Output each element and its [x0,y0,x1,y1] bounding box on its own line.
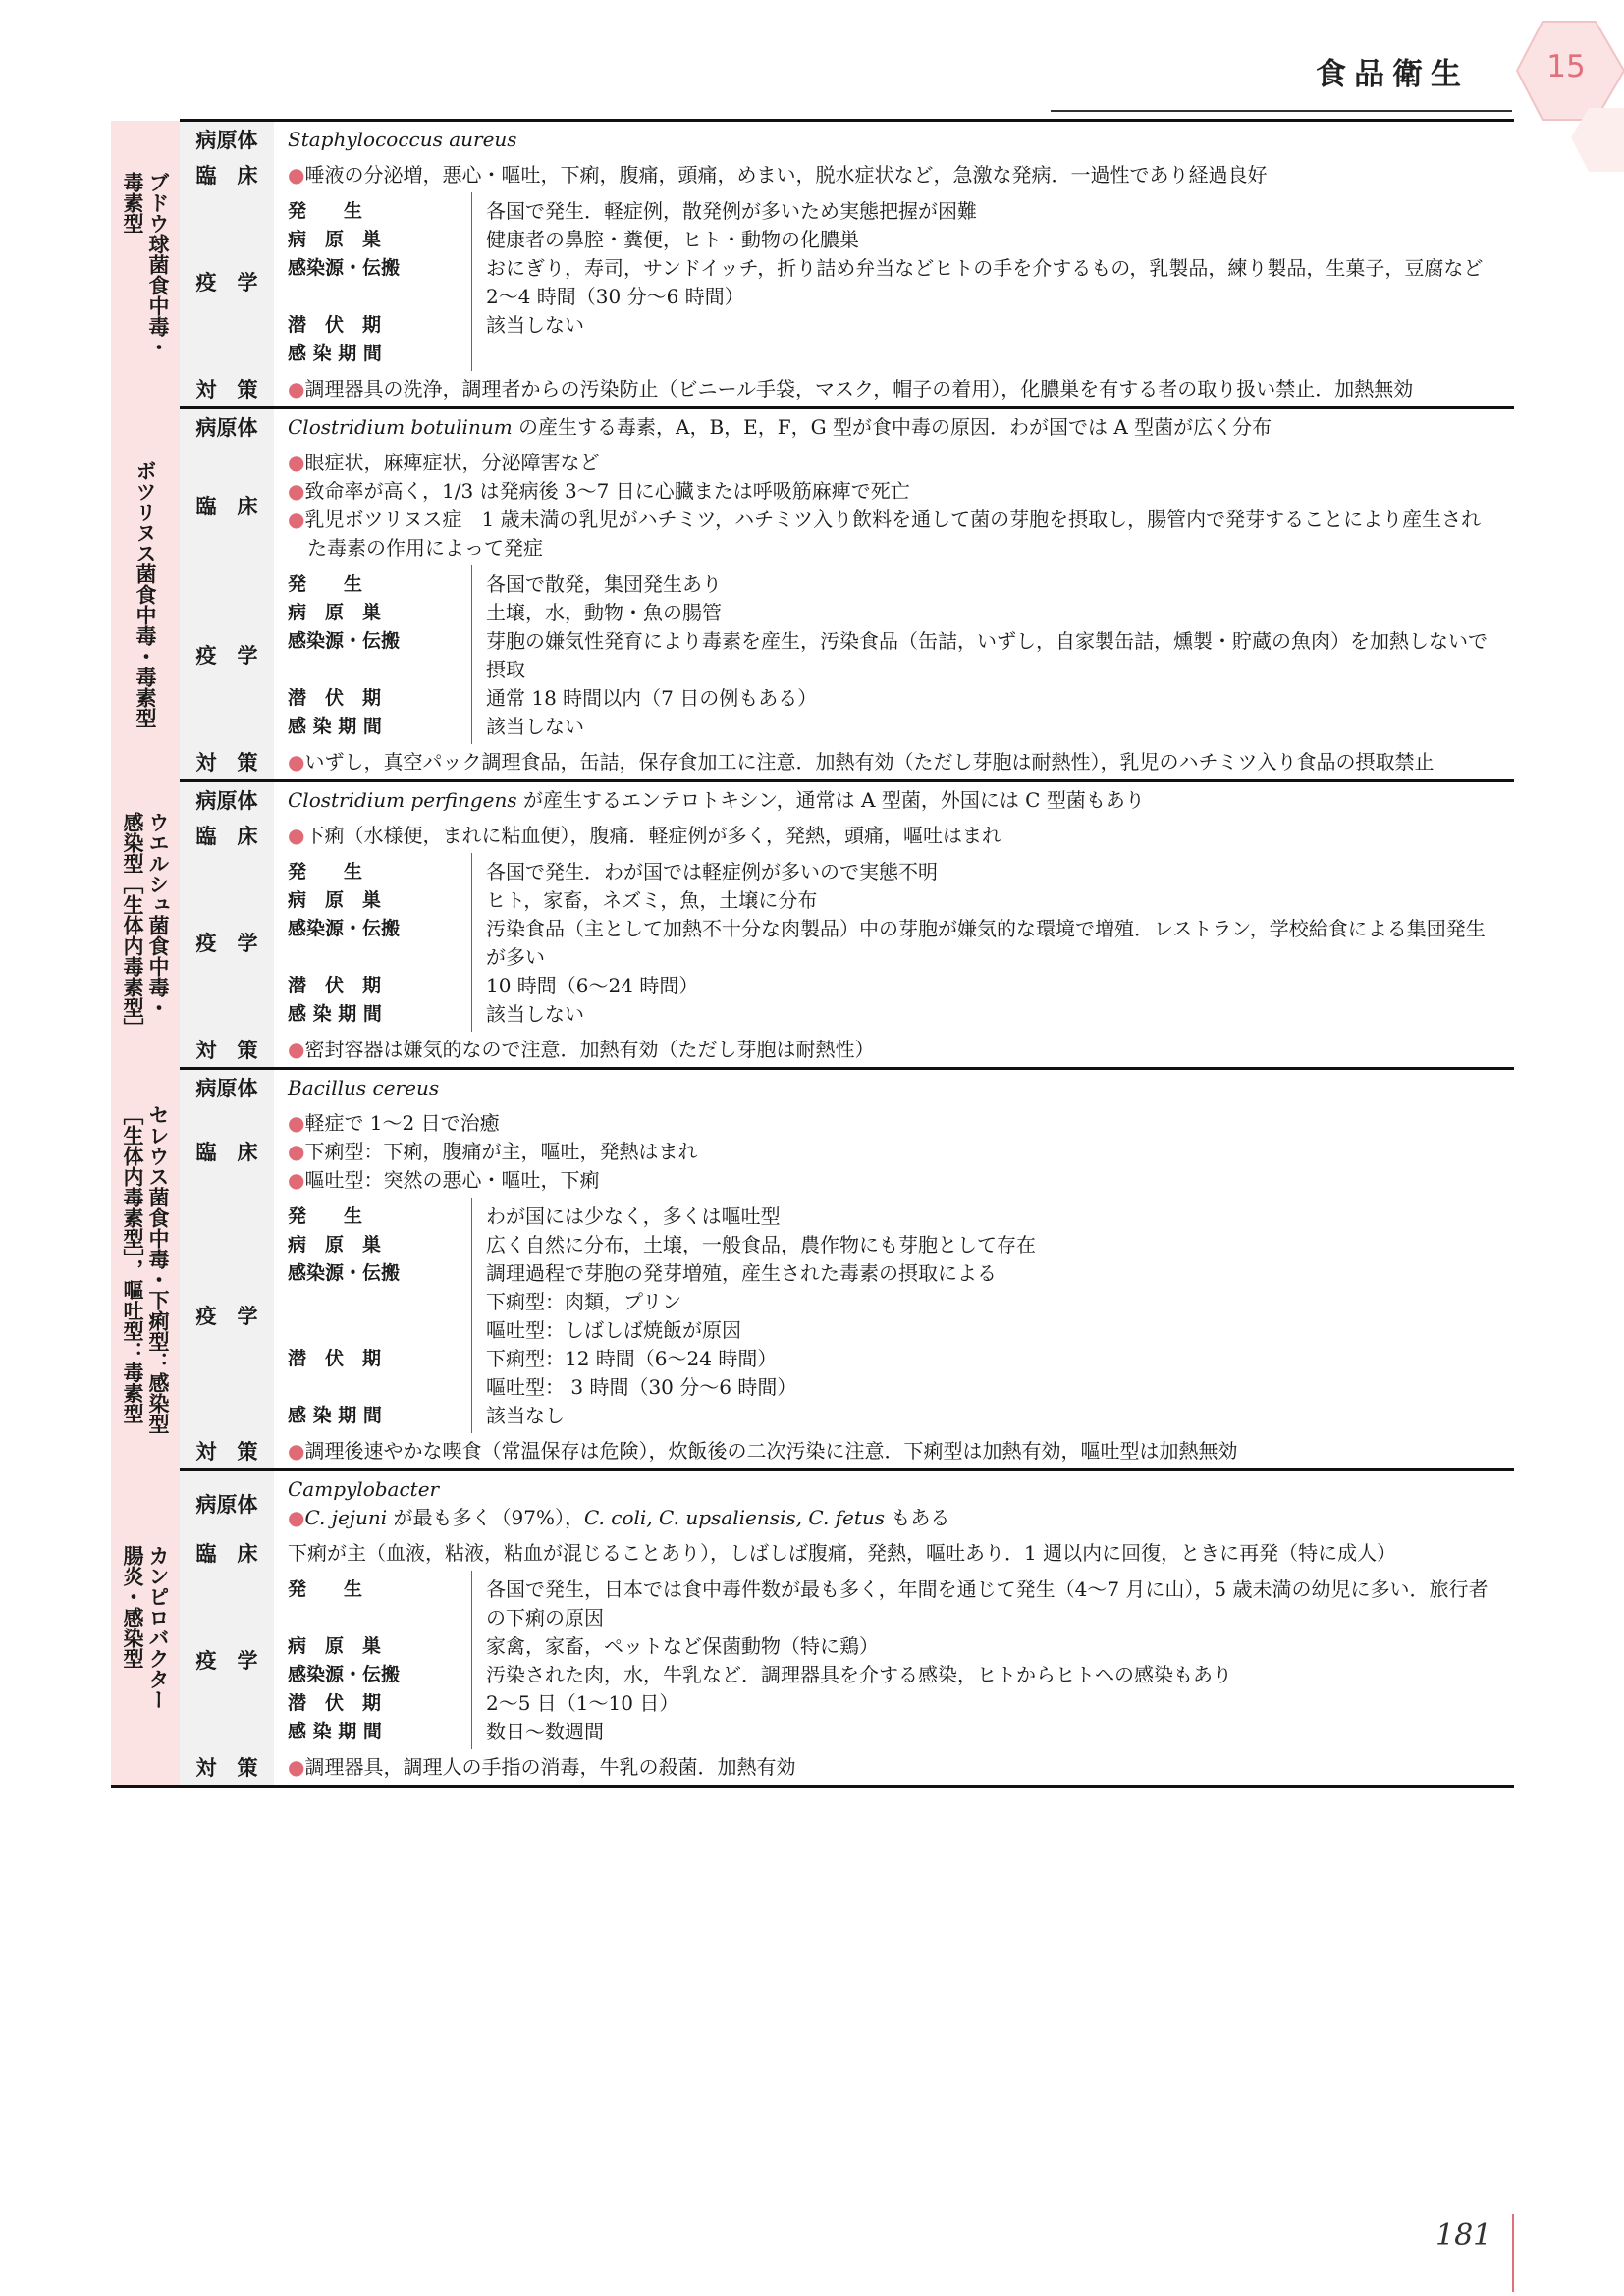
measures-cell: ●調理器具，調理人の手指の消毒，牛乳の殺菌．加熱有効 [274,1749,1514,1787]
row-label: 対 策 [180,744,274,781]
category-cell [111,121,180,408]
row-label: 病原体 [180,408,274,446]
row-label: 臨 床 [180,818,274,853]
table-row [111,408,1514,446]
table-row [111,853,1514,1032]
table-row [111,445,1514,565]
table-row [111,1032,1514,1069]
page-number-rule [1512,2214,1514,2292]
table-row [111,781,1514,819]
category-label: ブドウ球菌食中毒・ 毒素型 [121,171,170,357]
pathogen-cell: Clostridium botulinum の産生する毒素，A，B，E，F，G 型が食中毒の原因．わが国では A 型菌が広く分布 [274,408,1514,446]
clinical-cell: ●軽症で 1～2 日で治癒 ●下痢型：下痢，腹痛が主，嘔吐，発熱はまれ ●嘔吐型：突然の悪心・嘔吐，下痢 [288,1111,698,1192]
epidemiology-cell: 発 生 病 原 巣 感染源・伝搬 潜 伏 期 感 染 期 間 わが国には少なく，多くは嘔吐型 広く自然に分布，土壌，一般食品，農作物にも芽胞として存在 調理過程で芽胞の発芽増殖，産生された毒素の摂取による 下痢型：肉類，プリン 嘔吐型：しばしば焼飯が原因 下痢型：12 時間（6～24 時間） 嘔吐型： 3 時間（30 分～6 時間） 該当なし [274,1198,1514,1433]
row-label: 対 策 [180,1433,274,1470]
category-label: セレウス菌食中毒・下痢型：感染型 ［生体内毒素型］，嘔吐型：毒素型 [121,1104,170,1434]
table-row [111,818,1514,853]
chapter-number: 15 [1546,49,1586,84]
epidemiology-cell: 発 生 病 原 巣 感染源・伝搬 潜 伏 期 感 染 期 間 各国で発生．軽症例，散発例が多いため実態把握が困難 健康者の鼻腔・糞便，ヒト・動物の化膿巣 おにぎり，寿司，サンドイッチ，折り詰め弁当などヒトの手を介するもの，乳製品，練り製品，生菓子，豆腐など 2～4 時間（30 分～6 時間） 該当しない [274,192,1514,371]
category-label: カンピロバクター 腸炎・感染型 [121,1544,170,1710]
food-poisoning-table [111,119,1514,1788]
table-row [111,371,1514,408]
page-number: 181 [1435,2218,1492,2253]
pathogen-cell: Campylobacter ●C. jejuni が最も多く（97%），C. coli, C. upsaliensis, C. fetus もある [274,1470,1514,1536]
clinical-cell: ●唾液の分泌増，悪心・嘔吐，下痢，腹痛，頭痛，めまい，脱水症状など，急激な発病．一過性であり経過良好 [288,163,1268,187]
epidemiology-cell: 発 生 病 原 巣 感染源・伝搬 潜 伏 期 感 染 期 間 各国で散発，集団発生あり 土壌，水，動物・魚の腸管 芽胞の嫌気性発育により毒素を産生，汚染食品（缶詰，いずし，自家製缶詰，燻製・貯蔵の魚肉）を加熱しないで摂取 通常 18 時間以内（7 日の例もある） 該当しない [274,565,1514,744]
table-row [111,121,1514,158]
category-cell [111,408,180,781]
pathogen-cell: Bacillus cereus [274,1069,1514,1106]
section-title: 食品衛生 [1316,57,1469,92]
row-label: 対 策 [180,371,274,408]
table-row [111,744,1514,781]
row-label: 疫 学 [180,192,274,371]
row-label: 臨 床 [180,1105,274,1198]
category-cell [111,1470,180,1787]
row-label: 対 策 [180,1749,274,1787]
table-row [111,1535,1514,1571]
clinical-cell: 下痢が主（血液，粘液，粘血が混じることあり），しばしば腹痛，発熱，嘔吐あり．1 週以内に回復，ときに再発（特に成人） [288,1541,1397,1565]
category-label: ウエルシュ菌食中毒・ 感染型［生体内毒素型］ [121,811,170,1039]
epidemiology-cell: 発 生 病 原 巣 感染源・伝搬 潜 伏 期 感 染 期 間 各国で発生，日本では食中毒件数が最も多く，年間を通じて発生（4～7 月に山），5 歳未満の幼児に多い．旅行者の下痢の原因 家禽，家畜，ペットなど保菌動物（特に鶏） 汚染された肉，水，牛乳など．調理器具を介する感染，ヒトからヒトへの感染もあり 2～5 日（1～10 日） 数日～数週間 [274,1571,1514,1749]
table-row [111,1571,1514,1749]
table-row [111,192,1514,371]
pathogen-cell: Clostridium perfingens が産生するエンテロトキシン，通常は A 型菌，外国には C 型菌もあり [274,781,1514,819]
table-row [111,1749,1514,1787]
measures-cell: ●密封容器は嫌気的なので注意．加熱有効（ただし芽胞は耐熱性） [288,1038,875,1061]
row-label: 病原体 [180,121,274,158]
measures-cell: ●調理器具の洗浄，調理者からの汚染防止（ビニール手袋，マスク，帽子の着用），化膿巣を有する者の取り扱い禁止．加熱無効 [288,377,1414,400]
measures-cell: ●いずし，真空パック調理食品，缶詰，保存食加工に注意．加熱有効（ただし芽胞は耐熱性），乳児のハチミツ入り食品の摂取禁止 [288,750,1435,774]
clinical-cell: ●下痢（水様便，まれに粘血便），腹痛．軽症例が多く，発熱，頭痛，嘔吐はまれ [288,824,1002,847]
pathogen-cell: Staphylococcus aureus [274,121,1514,158]
clinical-cell: ●眼症状，麻痺症状，分泌障害など ●致命率が高く，1/3 は発病後 3～7 日に心臓または呼吸筋麻痺で死亡 ●乳児ボツリヌス症 1 歳未満の乳児がハチミツ，ハチミツ入り飲料を通して菌の芽胞を摂取し，腸管内で発芽することにより産生された毒素の作用によって発症 [288,451,1482,560]
table-row [111,565,1514,744]
table-row [111,1433,1514,1470]
row-label: 病原体 [180,781,274,819]
row-label: 疫 学 [180,853,274,1032]
table-row [111,1470,1514,1536]
row-label: 臨 床 [180,1535,274,1571]
table-row [111,1069,1514,1106]
table-row [111,1105,1514,1198]
category-label: ボツリヌス菌食中毒・毒素型 [134,460,157,728]
category-cell [111,1069,180,1470]
table-row [111,157,1514,192]
category-cell [111,781,180,1069]
table-row [111,1198,1514,1433]
row-label: 疫 学 [180,1198,274,1433]
measures-cell: ●調理後速やかな喫食（常温保存は危険），炊飯後の二次汚染に注意．下痢型は加熱有効，嘔吐型は加熱無効 [288,1439,1238,1463]
row-label: 臨 床 [180,157,274,192]
row-label: 疫 学 [180,1571,274,1749]
row-label: 臨 床 [180,445,274,565]
row-label: 病原体 [180,1069,274,1106]
row-label: 病原体 [180,1470,274,1536]
row-label: 疫 学 [180,565,274,744]
row-label: 対 策 [180,1032,274,1069]
epidemiology-cell: 発 生 病 原 巣 感染源・伝搬 潜 伏 期 感 染 期 間 各国で発生．わが国では軽症例が多いので実態不明 ヒト，家畜，ネズミ，魚，土壌に分布 汚染食品（主として加熱不十分な肉製品）中の芽胞が嫌気的な環境で増殖．レストラン，学校給食による集団発生が多い 10 時間（6～24 時間） 該当しない [274,853,1514,1032]
